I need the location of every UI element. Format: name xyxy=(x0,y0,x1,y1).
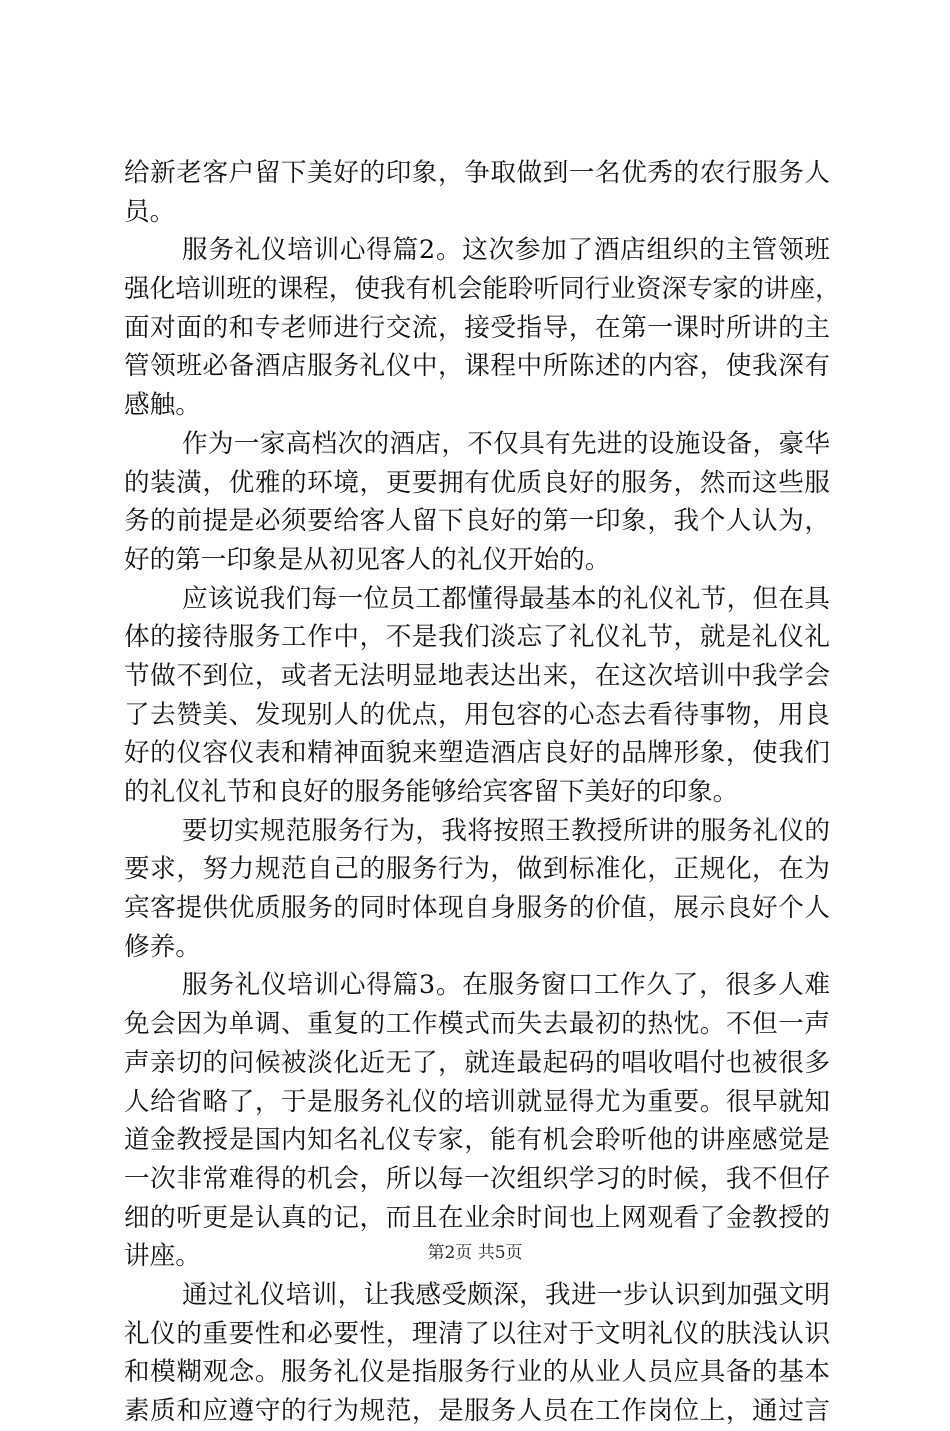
text-line: 要求，努力规范自己的服务行为，做到标准化，正规化，在为 xyxy=(124,854,830,885)
text-line: 了去赞美、发现别人的优点，用包容的心态去看待事物，用良 xyxy=(124,699,830,730)
text-line: 要切实规范服务行为，我将按照王教授所讲的服务礼仪的 xyxy=(182,815,830,846)
text-line: 强化培训班的课程，使我有机会能聆听同行业资深专家的讲座， xyxy=(124,274,841,305)
text-line: 素质和应遵守的行为规范，是服务人员在工作岗位上，通过言 xyxy=(124,1396,830,1426)
text-line: 节做不到位，或者无法明显地表达出来，在这次培训中我学会 xyxy=(124,660,830,691)
text-line: 人给省略了，于是服务礼仪的培训就显得尤为重要。很早就知 xyxy=(124,1086,830,1117)
text-line: 的礼仪礼节和良好的服务能够给宾客留下美好的印象。 xyxy=(124,777,739,807)
text-line: 宾客提供优质服务的同时体现自身服务的价值，展示良好个人 xyxy=(124,893,830,924)
text-line: 服务礼仪培训心得篇2。这次参加了酒店组织的主管领班 xyxy=(182,235,830,266)
text-line: 礼仪的重要性和必要性，理清了以往对于文明礼仪的肤浅认识 xyxy=(124,1318,830,1349)
text-line: 服务礼仪培训心得篇3。在服务窗口工作久了，很多人难 xyxy=(182,970,830,1001)
page-footer: 第2页 共5页 xyxy=(427,1243,523,1263)
text-line: 通过礼仪培训，让我感受颇深，我进一步认识到加强文明 xyxy=(182,1279,830,1310)
text-line: 员。 xyxy=(124,196,176,227)
text-line: 好的第一印象是从初见客人的礼仪开始的。 xyxy=(124,544,611,575)
text-line: 给新老客户留下美好的印象，争取做到一名优秀的农行服务人 xyxy=(124,158,830,188)
text-line: 体的接待服务工作中，不是我们淡忘了礼仪礼节，就是礼仪礼 xyxy=(124,622,830,653)
text-line: 道金教授是国内知名礼仪专家，能有机会聆听他的讲座感觉是 xyxy=(124,1125,830,1156)
text-line: 面对面的和专老师进行交流，接受指导，在第一课时所讲的主 xyxy=(124,312,830,343)
text-line: 的装潢，优雅的环境，更要拥有优质良好的服务，然而这些服 xyxy=(124,467,830,498)
text-line: 和模糊观念。服务礼仪是指服务行业的从业人员应具备的基本 xyxy=(124,1357,830,1388)
text-line: 应该说我们每一位员工都懂得最基本的礼仪礼节，但在具 xyxy=(182,583,830,614)
text-line: 免会因为单调、重复的工作模式而失去最初的热忱。不但一声 xyxy=(124,1009,830,1040)
text-line: 管领班必备酒店服务礼仪中，课程中所陈述的内容，使我深有 xyxy=(124,351,830,382)
text-line: 讲座。 xyxy=(124,1241,201,1272)
text-line: 细的听更是认真的记，而且在业余时间也上网观看了金教授的 xyxy=(124,1202,830,1233)
text-line: 修养。 xyxy=(124,931,201,962)
text-line: 务的前提是必须要给客人留下良好的第一印象，我个人认为， xyxy=(124,506,830,537)
text-line: 作为一家高档次的酒店，不仅具有先进的设施设备，豪华 xyxy=(182,428,830,459)
text-line: 好的仪容仪表和精神面貌来塑造酒店良好的品牌形象，使我们 xyxy=(124,738,830,769)
text-line: 一次非常难得的机会，所以每一次组织学习的时候，我不但仔 xyxy=(124,1163,830,1194)
body-text xyxy=(124,154,841,1431)
text-line: 感触。 xyxy=(124,390,201,421)
text-line: 声亲切的问候被淡化近无了，就连最起码的唱收唱付也被很多 xyxy=(124,1047,830,1078)
